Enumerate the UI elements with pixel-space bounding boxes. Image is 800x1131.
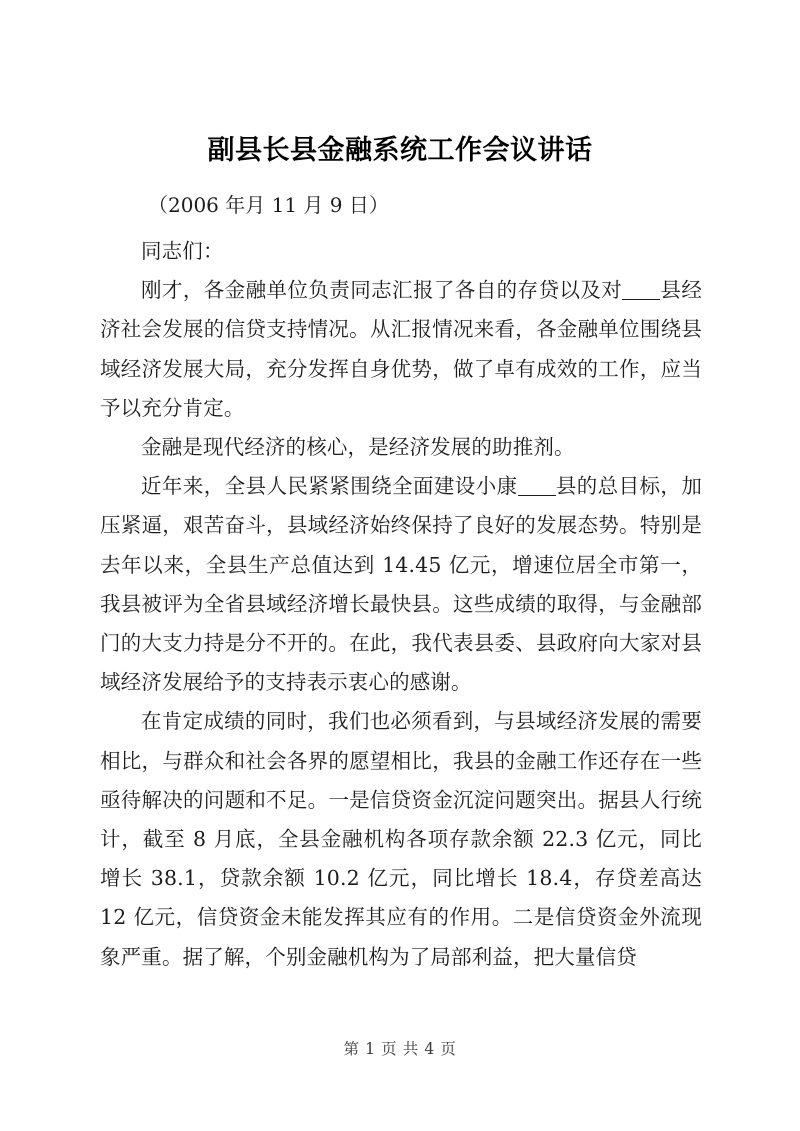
redacted-blank: [518, 495, 556, 496]
salutation-line: 同志们：: [141, 239, 224, 263]
document-date-line: （2006 年月 11 月 9 日）: [148, 193, 389, 217]
body-paragraph-para-4: 在肯定成绩的同时，我们也必须看到，与县域经济发展的需要相比，与群众和社会各界的愿望相比，我县的金融工作还存在一些亟待解决的问题和不足。一是信贷资金沉淀问题突出。据县人行统计，截至 8 月底，全县金融机构各项存款余额 22.3 亿元，同比增长 38.1，贷款余额 10.2 亿元，同比增长 18.4，存贷差高达 12 亿元，信贷资金未能发挥其应有的作用。二是信贷资金外流现象严重。据了解，个别金融机构为了局部利益，把大量信贷: [100, 709, 702, 969]
body-paragraph-para-3: 近年来，全县人民紧紧围绕全面建设小康 县的总目标，加压紧逼，艰苦奋斗，县域经济始终保持了良好的发展态势。特别是去年以来，全县生产总值达到 14.45 亿元，增速位居全市第一，我县被评为全省县域经济增长最快县。这些成绩的取得，与金融部门的大支力持是分不开的。在此，我代表县委、县政府向大家对县域经济发展给予的支持表示衷心的感谢。: [100, 474, 702, 695]
page-footer: 第 1 页 共 4 页: [343, 1040, 457, 1058]
page-title: 副县长县金融系统工作会议讲话: [207, 135, 593, 166]
body-paragraph-para-2: 金融是现代经济的核心，是经济发展的助推剂。: [141, 435, 575, 460]
document-body: [100, 232, 702, 977]
body-paragraph-para-1: 刚才，各金融单位负责同志汇报了各自的存贷以及对 县经济社会发展的信贷支持情况。从汇报情况来看，各金融单位围绕县域经济发展大局，充分发挥自身优势，做了卓有成效的工作，应当予以充分肯定。: [100, 278, 702, 420]
redacted-blank: [622, 299, 660, 300]
